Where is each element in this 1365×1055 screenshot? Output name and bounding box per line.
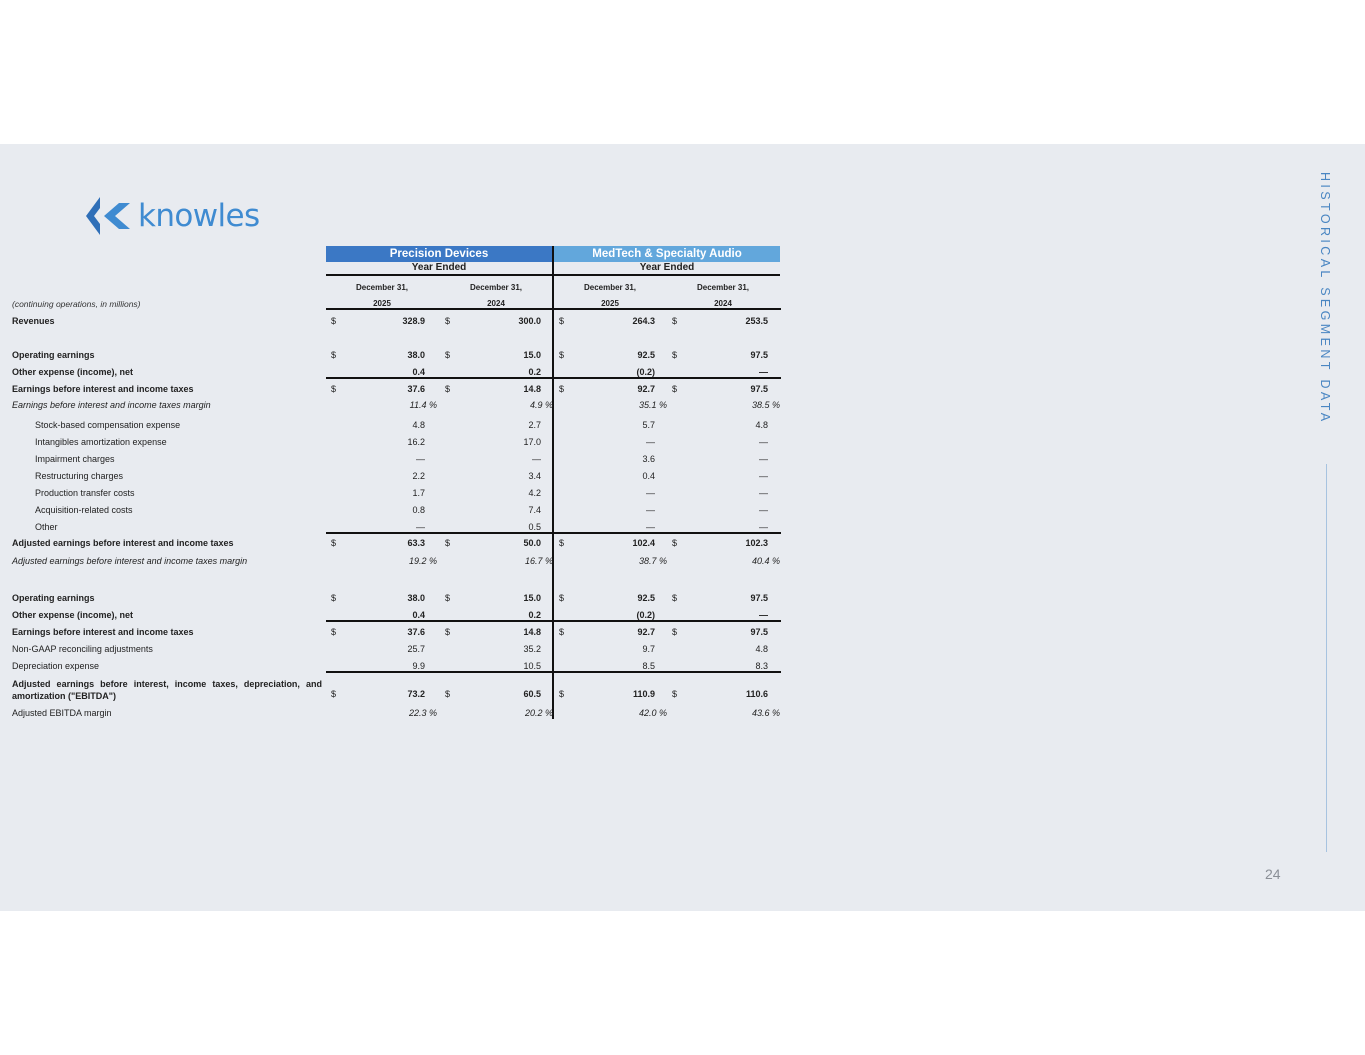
table-cell: 8.3 — [755, 661, 768, 671]
col-year-med-2025: 2025 — [601, 299, 619, 308]
col-year-med-2024: 2024 — [714, 299, 732, 308]
row-label: Adjusted earnings before interest and income taxes margin — [12, 556, 248, 566]
table-cell: 16.2 — [407, 437, 425, 447]
table-cell: 38.5 % — [751, 400, 780, 410]
table-cell: 40.4 % — [751, 556, 780, 566]
col-date-pd-2025: December 31, — [355, 283, 409, 292]
table-cell: 38.7 % — [638, 556, 667, 566]
side-title: HISTORICAL SEGMENT DATA — [1318, 172, 1332, 425]
table-cell: 37.6 — [407, 384, 425, 394]
table-cell: 0.5 — [528, 522, 541, 532]
table-cell: 38.0 — [407, 593, 425, 603]
table-cell: 3.6 — [642, 454, 655, 464]
currency-symbol: $ — [672, 316, 678, 326]
table-cell: 110.6 — [745, 689, 768, 699]
table-cell: 63.3 — [407, 538, 425, 548]
table-cell: — — [759, 610, 768, 620]
table-cell: 43.6 % — [751, 708, 780, 718]
row-label: Non-GAAP reconciling adjustments — [12, 644, 153, 654]
row-label: Other — [35, 522, 58, 532]
row-label: Adjusted EBITDA margin — [12, 708, 112, 718]
currency-symbol: $ — [672, 350, 678, 360]
currency-symbol: $ — [331, 316, 337, 326]
table-cell: 4.8 — [755, 420, 768, 430]
currency-symbol: $ — [331, 593, 337, 603]
table-cell: 0.4 — [642, 471, 655, 481]
currency-symbol: $ — [445, 384, 451, 394]
row-label: Intangibles amortization expense — [35, 437, 167, 447]
table-cell: 15.0 — [523, 350, 541, 360]
side-divider — [1326, 464, 1327, 852]
currency-symbol: $ — [672, 384, 678, 394]
table-cell: 92.5 — [637, 593, 655, 603]
table-cell: — — [646, 437, 655, 447]
table-cell: 35.1 % — [638, 400, 667, 410]
table-cell: 9.9 — [412, 661, 425, 671]
table-cell: 3.4 — [528, 471, 541, 481]
row-label: Operating earnings — [12, 350, 95, 360]
table-cell: 97.5 — [750, 350, 768, 360]
currency-symbol: $ — [445, 350, 451, 360]
table-cell: 4.8 — [755, 644, 768, 654]
currency-symbol: $ — [445, 316, 451, 326]
row-label: Earnings before interest and income taxes margin — [12, 400, 211, 410]
currency-symbol: $ — [331, 538, 337, 548]
currency-symbol: $ — [445, 689, 451, 699]
table-cell: 0.8 — [412, 505, 425, 515]
table-cell: 97.5 — [750, 384, 768, 394]
table-cell: 0.4 — [412, 610, 425, 620]
table-cell: 0.4 — [412, 367, 425, 377]
table-cell: — — [532, 454, 541, 464]
table-cell: 16.7 % — [524, 556, 553, 566]
table-cell: — — [759, 454, 768, 464]
table-cell: 2.7 — [528, 420, 541, 430]
rule — [554, 274, 780, 276]
logo-wordmark: knowles — [138, 198, 260, 234]
currency-symbol: $ — [331, 627, 337, 637]
table-cell: 22.3 % — [408, 708, 437, 718]
table-cell: 328.9 — [402, 316, 425, 326]
table-cell: 9.7 — [642, 644, 655, 654]
currency-symbol: $ — [445, 593, 451, 603]
currency-symbol: $ — [559, 384, 565, 394]
currency-symbol: $ — [445, 538, 451, 548]
table-cell: 60.5 — [523, 689, 541, 699]
table-cell: 253.5 — [745, 316, 768, 326]
table-cell: 300.0 — [518, 316, 541, 326]
col-year-pd-2025: 2025 — [373, 299, 391, 308]
table-cell: — — [646, 505, 655, 515]
table-cell: 0.2 — [528, 610, 541, 620]
currency-symbol: $ — [672, 627, 678, 637]
currency-symbol: $ — [331, 384, 337, 394]
table-cell: 73.2 — [407, 689, 425, 699]
col-date-med-2025: December 31, — [583, 283, 637, 292]
col-year-pd-2024: 2024 — [487, 299, 505, 308]
table-cell: (0.2) — [636, 610, 655, 620]
table-cell: — — [759, 505, 768, 515]
row-label: Acquisition-related costs — [35, 505, 133, 515]
currency-symbol: $ — [331, 689, 337, 699]
table-cell: 42.0 % — [638, 708, 667, 718]
currency-symbol: $ — [559, 538, 565, 548]
table-cell: 35.2 — [523, 644, 541, 654]
currency-symbol: $ — [559, 689, 565, 699]
table-cell: 4.8 — [412, 420, 425, 430]
table-cell: 14.8 — [523, 384, 541, 394]
row-label: Earnings before interest and income taxes — [12, 384, 194, 394]
currency-symbol: $ — [331, 350, 337, 360]
table-cell: 50.0 — [523, 538, 541, 548]
row-label: Other expense (income), net — [12, 610, 134, 620]
row-label: Stock-based compensation expense — [35, 420, 181, 430]
currency-symbol: $ — [672, 593, 678, 603]
currency-symbol: $ — [559, 350, 565, 360]
table-cell: 92.7 — [637, 384, 655, 394]
table-cell: 97.5 — [750, 627, 768, 637]
currency-symbol: $ — [672, 689, 678, 699]
table-cell: 8.5 — [642, 661, 655, 671]
row-label: Production transfer costs — [35, 488, 135, 498]
table-cell: 17.0 — [523, 437, 541, 447]
currency-symbol: $ — [559, 593, 565, 603]
table-cell: 20.2 % — [524, 708, 553, 718]
table-cell: 11.4 % — [409, 400, 437, 410]
table-cell: 38.0 — [407, 350, 425, 360]
table-cell: 25.7 — [407, 644, 425, 654]
table-cell: 92.7 — [637, 627, 655, 637]
row-label: Depreciation expense — [12, 661, 100, 671]
table-cell: — — [759, 522, 768, 532]
table-cell: 264.3 — [632, 316, 655, 326]
units-note: (continuing operations, in millions) — [12, 299, 141, 309]
table-cell: — — [759, 488, 768, 498]
table-cell: (0.2) — [636, 367, 655, 377]
table-cell: — — [646, 522, 655, 532]
table-cell: — — [759, 437, 768, 447]
table-cell: 7.4 — [528, 505, 541, 515]
table-cell: 4.9 % — [529, 400, 553, 410]
table-cell: 110.9 — [632, 689, 655, 699]
segment-header-precision-devices: Precision Devices — [326, 246, 552, 262]
table-cell: 92.5 — [637, 350, 655, 360]
table-cell: 102.4 — [632, 538, 655, 548]
table-cell: 1.7 — [412, 488, 425, 498]
table-cell: 19.2 % — [408, 556, 437, 566]
row-label: Impairment charges — [35, 454, 115, 464]
knowles-chevron-icon — [86, 197, 134, 235]
rule — [326, 274, 552, 276]
col-date-med-2024: December 31, — [696, 283, 750, 292]
table-cell: — — [416, 454, 425, 464]
row-label: Revenues — [12, 316, 55, 326]
page-number: 24 — [1265, 866, 1281, 882]
table-cell: 97.5 — [750, 593, 768, 603]
table-cell: 10.5 — [523, 661, 541, 671]
row-label: Operating earnings — [12, 593, 95, 603]
table-cell: 37.6 — [407, 627, 425, 637]
currency-symbol: $ — [559, 627, 565, 637]
period-label-pd: Year Ended — [411, 262, 467, 273]
segment-divider — [552, 246, 554, 719]
row-label: Adjusted earnings before interest and income taxes — [12, 538, 234, 548]
currency-symbol: $ — [559, 316, 565, 326]
row-label: Restructuring charges — [35, 471, 124, 481]
table-cell: 15.0 — [523, 593, 541, 603]
row-label: Earnings before interest and income taxes — [12, 627, 194, 637]
table-cell: — — [416, 522, 425, 532]
row-label: Other expense (income), net — [12, 367, 134, 377]
row-label: Adjusted earnings before interest, income taxes, depreciation, and amortization ("EBITDA") — [12, 679, 322, 701]
period-label-med: Year Ended — [639, 262, 695, 273]
table-cell: 4.2 — [528, 488, 541, 498]
currency-symbol: $ — [445, 627, 451, 637]
table-cell: 5.7 — [642, 420, 655, 430]
col-date-pd-2024: December 31, — [469, 283, 523, 292]
table-cell: 102.3 — [745, 538, 768, 548]
table-cell: 14.8 — [523, 627, 541, 637]
currency-symbol: $ — [672, 538, 678, 548]
table-cell: — — [759, 471, 768, 481]
table-cell: 0.2 — [528, 367, 541, 377]
table-cell: — — [759, 367, 768, 377]
segment-header-medtech: MedTech & Specialty Audio — [554, 246, 780, 262]
table-cell: 2.2 — [412, 471, 425, 481]
table-cell: — — [646, 488, 655, 498]
